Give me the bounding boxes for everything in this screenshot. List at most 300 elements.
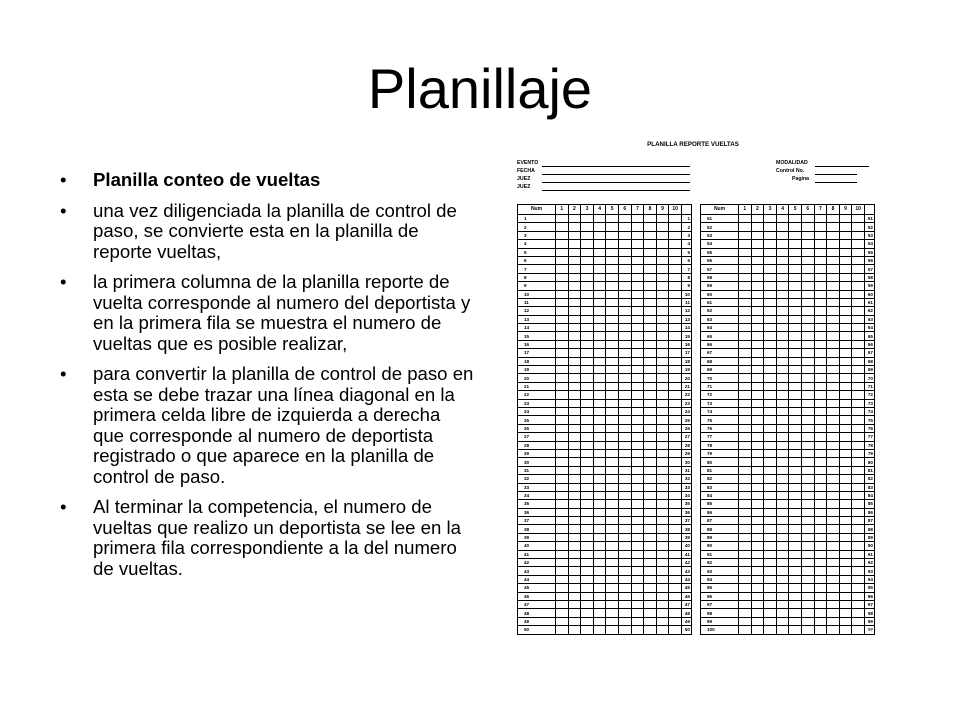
athlete-number-cell: 59 — [701, 282, 739, 290]
lap-cell — [801, 399, 814, 407]
table-row — [518, 424, 692, 432]
lap-cell — [644, 273, 657, 281]
table-row — [518, 307, 692, 315]
lap-cell — [801, 215, 814, 223]
lap-cell — [839, 441, 852, 449]
athlete-number-cell: 57 — [701, 265, 739, 273]
table-row — [518, 349, 692, 357]
athlete-number-cell: 72 — [701, 391, 739, 399]
lap-cell — [776, 567, 789, 575]
athlete-number-cell: 76 — [701, 424, 739, 432]
lap-cell — [631, 449, 644, 457]
bullet-dot: • — [60, 363, 67, 384]
lap-cell — [656, 600, 669, 608]
row-end-number-cell: 16 — [682, 340, 692, 348]
lap-cell — [814, 215, 827, 223]
lap-cell — [801, 315, 814, 323]
lap-table-right — [700, 204, 875, 635]
lap-cell — [581, 626, 594, 634]
lap-cell — [581, 340, 594, 348]
field-underline — [542, 166, 690, 167]
row-end-number-cell: 80 — [865, 458, 875, 466]
lap-cell — [581, 256, 594, 264]
lap-cell — [852, 340, 865, 348]
bullet-text: para convertir la planilla de control de paso en esta se debe trazar una línea diagonal en la primera celda libre de izquierda a derecha que corresponde al numero de deportista registrado o que aparece en la planilla de control de paso. — [93, 363, 474, 487]
lap-cell — [644, 584, 657, 592]
lap-cell — [801, 433, 814, 441]
lap-cell — [814, 542, 827, 550]
table-row — [518, 433, 692, 441]
lap-cell — [618, 231, 631, 239]
lap-cell — [801, 416, 814, 424]
lap-cell — [593, 273, 606, 281]
lap-cell — [581, 265, 594, 273]
table-row — [518, 282, 692, 290]
lap-cell — [606, 433, 619, 441]
lap-cell — [631, 458, 644, 466]
lap-cell — [776, 609, 789, 617]
lap-cell — [568, 215, 581, 223]
lap-cell — [618, 584, 631, 592]
lap-cell — [656, 307, 669, 315]
lap-column-header: 7 — [631, 205, 644, 215]
lap-cell — [839, 517, 852, 525]
athlete-number-cell: 21 — [518, 382, 556, 390]
lap-cell — [764, 424, 777, 432]
bullet-item — [56, 497, 476, 579]
lap-cell — [751, 391, 764, 399]
form-title: PLANILLA REPORTE VUELTAS — [647, 141, 739, 148]
lap-cell — [669, 475, 682, 483]
table-row — [701, 357, 875, 365]
lap-cell — [801, 357, 814, 365]
row-end-number-cell: 36 — [682, 508, 692, 516]
lap-cell — [814, 433, 827, 441]
lap-cell — [656, 466, 669, 474]
lap-cell — [776, 374, 789, 382]
table-row — [518, 517, 692, 525]
lap-cell — [556, 559, 569, 567]
lap-cell — [581, 609, 594, 617]
lap-cell — [751, 550, 764, 558]
lap-cell — [618, 273, 631, 281]
lap-cell — [852, 282, 865, 290]
athlete-number-cell: 19 — [518, 366, 556, 374]
lap-cell — [669, 466, 682, 474]
lap-cell — [852, 391, 865, 399]
lap-cell — [776, 416, 789, 424]
table-row — [518, 567, 692, 575]
lap-cell — [631, 542, 644, 550]
lap-cell — [644, 332, 657, 340]
lap-cell — [593, 584, 606, 592]
lap-cell — [656, 542, 669, 550]
lap-cell — [827, 382, 840, 390]
lap-cell — [789, 307, 802, 315]
table-row — [518, 525, 692, 533]
lap-cell — [764, 584, 777, 592]
table-row — [518, 441, 692, 449]
lap-cell — [751, 433, 764, 441]
lap-cell — [827, 407, 840, 415]
lap-cell — [839, 256, 852, 264]
lap-cell — [644, 433, 657, 441]
lap-cell — [801, 223, 814, 231]
lap-cell — [789, 282, 802, 290]
lap-cell — [801, 248, 814, 256]
lap-cell — [593, 366, 606, 374]
athlete-number-cell: 49 — [518, 617, 556, 625]
lap-cell — [593, 340, 606, 348]
lap-cell — [631, 248, 644, 256]
table-row — [518, 265, 692, 273]
table-row — [701, 349, 875, 357]
lap-cell — [568, 248, 581, 256]
lap-cell — [669, 340, 682, 348]
row-end-number-cell: 30 — [682, 458, 692, 466]
row-end-number-cell: 28 — [682, 441, 692, 449]
lap-cell — [581, 315, 594, 323]
lap-cell — [556, 399, 569, 407]
lap-cell — [593, 223, 606, 231]
lap-cell — [852, 517, 865, 525]
lap-cell — [581, 508, 594, 516]
lap-cell — [593, 248, 606, 256]
lap-cell — [606, 424, 619, 432]
table-row — [701, 500, 875, 508]
table-row — [518, 315, 692, 323]
lap-cell — [644, 366, 657, 374]
lap-cell — [631, 567, 644, 575]
athlete-number-cell: 62 — [701, 307, 739, 315]
lap-cell — [593, 550, 606, 558]
lap-cell — [556, 458, 569, 466]
lap-cell — [739, 231, 752, 239]
lap-cell — [814, 567, 827, 575]
lap-cell — [827, 282, 840, 290]
table-row — [518, 340, 692, 348]
athlete-number-cell: 94 — [701, 575, 739, 583]
lap-column-header: 2 — [568, 205, 581, 215]
lap-cell — [789, 475, 802, 483]
lap-cell — [776, 282, 789, 290]
lap-cell — [581, 567, 594, 575]
lap-cell — [764, 617, 777, 625]
lap-cell — [801, 298, 814, 306]
lap-cell — [581, 290, 594, 298]
lap-cell — [581, 441, 594, 449]
lap-cell — [789, 374, 802, 382]
lap-cell — [618, 575, 631, 583]
lap-cell — [618, 399, 631, 407]
lap-cell — [764, 491, 777, 499]
lap-cell — [776, 248, 789, 256]
athlete-number-cell: 18 — [518, 357, 556, 365]
lap-cell — [739, 256, 752, 264]
athlete-number-cell: 81 — [701, 466, 739, 474]
row-end-number-cell: 72 — [865, 391, 875, 399]
lap-cell — [764, 399, 777, 407]
lap-cell — [618, 357, 631, 365]
lap-cell — [593, 240, 606, 248]
table-row — [518, 231, 692, 239]
lap-cell — [852, 441, 865, 449]
lap-cell — [556, 500, 569, 508]
athlete-number-cell: 34 — [518, 491, 556, 499]
lap-cell — [669, 525, 682, 533]
lap-cell — [618, 332, 631, 340]
lap-cell — [814, 298, 827, 306]
lap-cell — [631, 256, 644, 264]
athlete-number-cell: 51 — [701, 215, 739, 223]
lap-cell — [656, 550, 669, 558]
lap-cell — [739, 550, 752, 558]
athlete-number-cell: 69 — [701, 366, 739, 374]
table-row — [701, 542, 875, 550]
table-row — [518, 475, 692, 483]
table-row — [518, 256, 692, 264]
lap-cell — [606, 533, 619, 541]
lap-cell — [581, 215, 594, 223]
lap-cell — [556, 542, 569, 550]
lap-cell — [581, 307, 594, 315]
lap-cell — [751, 399, 764, 407]
lap-cell — [814, 592, 827, 600]
lap-cell — [568, 567, 581, 575]
lap-cell — [839, 491, 852, 499]
field-underline — [815, 166, 869, 167]
lap-column-header: 4 — [593, 205, 606, 215]
lap-cell — [839, 592, 852, 600]
lap-cell — [751, 466, 764, 474]
lap-cell — [776, 407, 789, 415]
lap-cell — [751, 517, 764, 525]
row-end-number-cell: 93 — [865, 567, 875, 575]
lap-cell — [618, 449, 631, 457]
lap-cell — [852, 550, 865, 558]
lap-cell — [631, 231, 644, 239]
lap-cell — [739, 382, 752, 390]
row-end-number-cell: 85 — [865, 500, 875, 508]
athlete-number-cell: 90 — [701, 542, 739, 550]
table-row — [518, 550, 692, 558]
lap-cell — [852, 366, 865, 374]
lap-cell — [814, 626, 827, 634]
lap-cell — [814, 617, 827, 625]
lap-cell — [556, 592, 569, 600]
athlete-number-cell: 46 — [518, 592, 556, 600]
lap-cell — [789, 483, 802, 491]
lap-cell — [556, 617, 569, 625]
bullet-dot: • — [60, 496, 67, 517]
lap-cell — [644, 282, 657, 290]
table-row — [518, 533, 692, 541]
lap-cell — [618, 416, 631, 424]
lap-cell — [556, 273, 569, 281]
end-column-header — [682, 205, 692, 215]
lap-cell — [839, 391, 852, 399]
lap-cell — [751, 609, 764, 617]
lap-cell — [739, 374, 752, 382]
athlete-number-cell: 35 — [518, 500, 556, 508]
lap-cell — [644, 223, 657, 231]
lap-cell — [764, 315, 777, 323]
lap-column-header: 10 — [852, 205, 865, 215]
lap-cell — [581, 600, 594, 608]
lap-cell — [593, 600, 606, 608]
athlete-number-cell: 26 — [518, 424, 556, 432]
lap-cell — [839, 550, 852, 558]
row-end-number-cell: 35 — [682, 500, 692, 508]
lap-cell — [839, 500, 852, 508]
lap-cell — [656, 617, 669, 625]
table-row — [518, 273, 692, 281]
lap-cell — [751, 315, 764, 323]
row-end-number-cell: 67 — [865, 349, 875, 357]
lap-cell — [618, 307, 631, 315]
lap-cell — [739, 617, 752, 625]
lap-cell — [618, 550, 631, 558]
table-row — [518, 617, 692, 625]
lap-cell — [556, 525, 569, 533]
lap-cell — [764, 475, 777, 483]
lap-cell — [814, 559, 827, 567]
lap-cell — [827, 458, 840, 466]
lap-cell — [618, 382, 631, 390]
lap-cell — [801, 256, 814, 264]
lap-cell — [852, 382, 865, 390]
lap-cell — [618, 609, 631, 617]
lap-cell — [631, 491, 644, 499]
athlete-number-cell: 20 — [518, 374, 556, 382]
row-end-number-cell: 45 — [682, 584, 692, 592]
lap-cell — [656, 424, 669, 432]
lap-cell — [764, 382, 777, 390]
lap-cell — [789, 433, 802, 441]
athlete-number-cell: 63 — [701, 315, 739, 323]
lap-cell — [656, 508, 669, 516]
lap-cell — [739, 366, 752, 374]
lap-cell — [606, 458, 619, 466]
lap-cell — [568, 324, 581, 332]
table-row — [701, 584, 875, 592]
athlete-number-cell: 12 — [518, 307, 556, 315]
lap-cell — [814, 315, 827, 323]
lap-cell — [618, 483, 631, 491]
lap-cell — [852, 609, 865, 617]
athlete-number-cell: 82 — [701, 475, 739, 483]
lap-cell — [656, 416, 669, 424]
lap-column-header: 8 — [644, 205, 657, 215]
lap-cell — [669, 332, 682, 340]
lap-cell — [669, 559, 682, 567]
lap-cell — [789, 366, 802, 374]
lap-cell — [631, 307, 644, 315]
row-end-number-cell: 40 — [682, 542, 692, 550]
lap-cell — [618, 508, 631, 516]
lap-cell — [801, 449, 814, 457]
lap-cell — [801, 491, 814, 499]
lap-cell — [631, 215, 644, 223]
lap-cell — [764, 525, 777, 533]
lap-cell — [814, 340, 827, 348]
lap-cell — [644, 256, 657, 264]
lap-cell — [814, 441, 827, 449]
lap-cell — [827, 424, 840, 432]
athlete-number-cell: 93 — [701, 567, 739, 575]
lap-cell — [593, 441, 606, 449]
lap-cell — [827, 215, 840, 223]
athlete-number-cell: 22 — [518, 391, 556, 399]
lap-cell — [581, 366, 594, 374]
lap-cell — [618, 290, 631, 298]
lap-cell — [852, 273, 865, 281]
row-end-number-cell: 53 — [865, 231, 875, 239]
row-end-number-cell: 14 — [682, 324, 692, 332]
lap-cell — [764, 517, 777, 525]
athlete-number-cell: 64 — [701, 324, 739, 332]
lap-cell — [776, 215, 789, 223]
row-end-number-cell: 61 — [865, 298, 875, 306]
lap-cell — [789, 231, 802, 239]
athlete-number-cell: 70 — [701, 374, 739, 382]
lap-cell — [556, 407, 569, 415]
lap-cell — [827, 324, 840, 332]
lap-cell — [814, 332, 827, 340]
lap-cell — [669, 231, 682, 239]
lap-cell — [776, 324, 789, 332]
lap-cell — [568, 332, 581, 340]
lap-cell — [814, 584, 827, 592]
lap-cell — [631, 466, 644, 474]
lap-cell — [827, 609, 840, 617]
lap-cell — [669, 374, 682, 382]
lap-cell — [618, 315, 631, 323]
lap-cell — [764, 508, 777, 516]
lap-cell — [789, 240, 802, 248]
lap-cell — [764, 357, 777, 365]
athlete-number-cell: 39 — [518, 533, 556, 541]
table-row — [701, 223, 875, 231]
lap-cell — [852, 265, 865, 273]
bullet-text: la primera columna de la planilla reporte de vuelta corresponde al numero del deportista y en la primera fila se muestra el numero de vueltas que es posible realizar, — [93, 271, 471, 354]
lap-cell — [764, 265, 777, 273]
lap-cell — [814, 382, 827, 390]
lap-cell — [644, 458, 657, 466]
lap-cell — [606, 290, 619, 298]
lap-cell — [669, 567, 682, 575]
lap-cell — [644, 466, 657, 474]
lap-cell — [631, 332, 644, 340]
lap-cell — [669, 382, 682, 390]
lap-cell — [827, 567, 840, 575]
lap-cell — [739, 626, 752, 634]
table-row — [701, 483, 875, 491]
lap-cell — [789, 399, 802, 407]
lap-cell — [593, 559, 606, 567]
lap-cell — [618, 391, 631, 399]
lap-cell — [631, 282, 644, 290]
lap-cell — [568, 382, 581, 390]
athlete-number-cell: 10 — [518, 290, 556, 298]
lap-cell — [852, 575, 865, 583]
athlete-number-cell: 42 — [518, 559, 556, 567]
athlete-number-cell: 56 — [701, 256, 739, 264]
lap-cell — [618, 533, 631, 541]
lap-cell — [827, 298, 840, 306]
lap-cell — [593, 391, 606, 399]
lap-cell — [751, 617, 764, 625]
